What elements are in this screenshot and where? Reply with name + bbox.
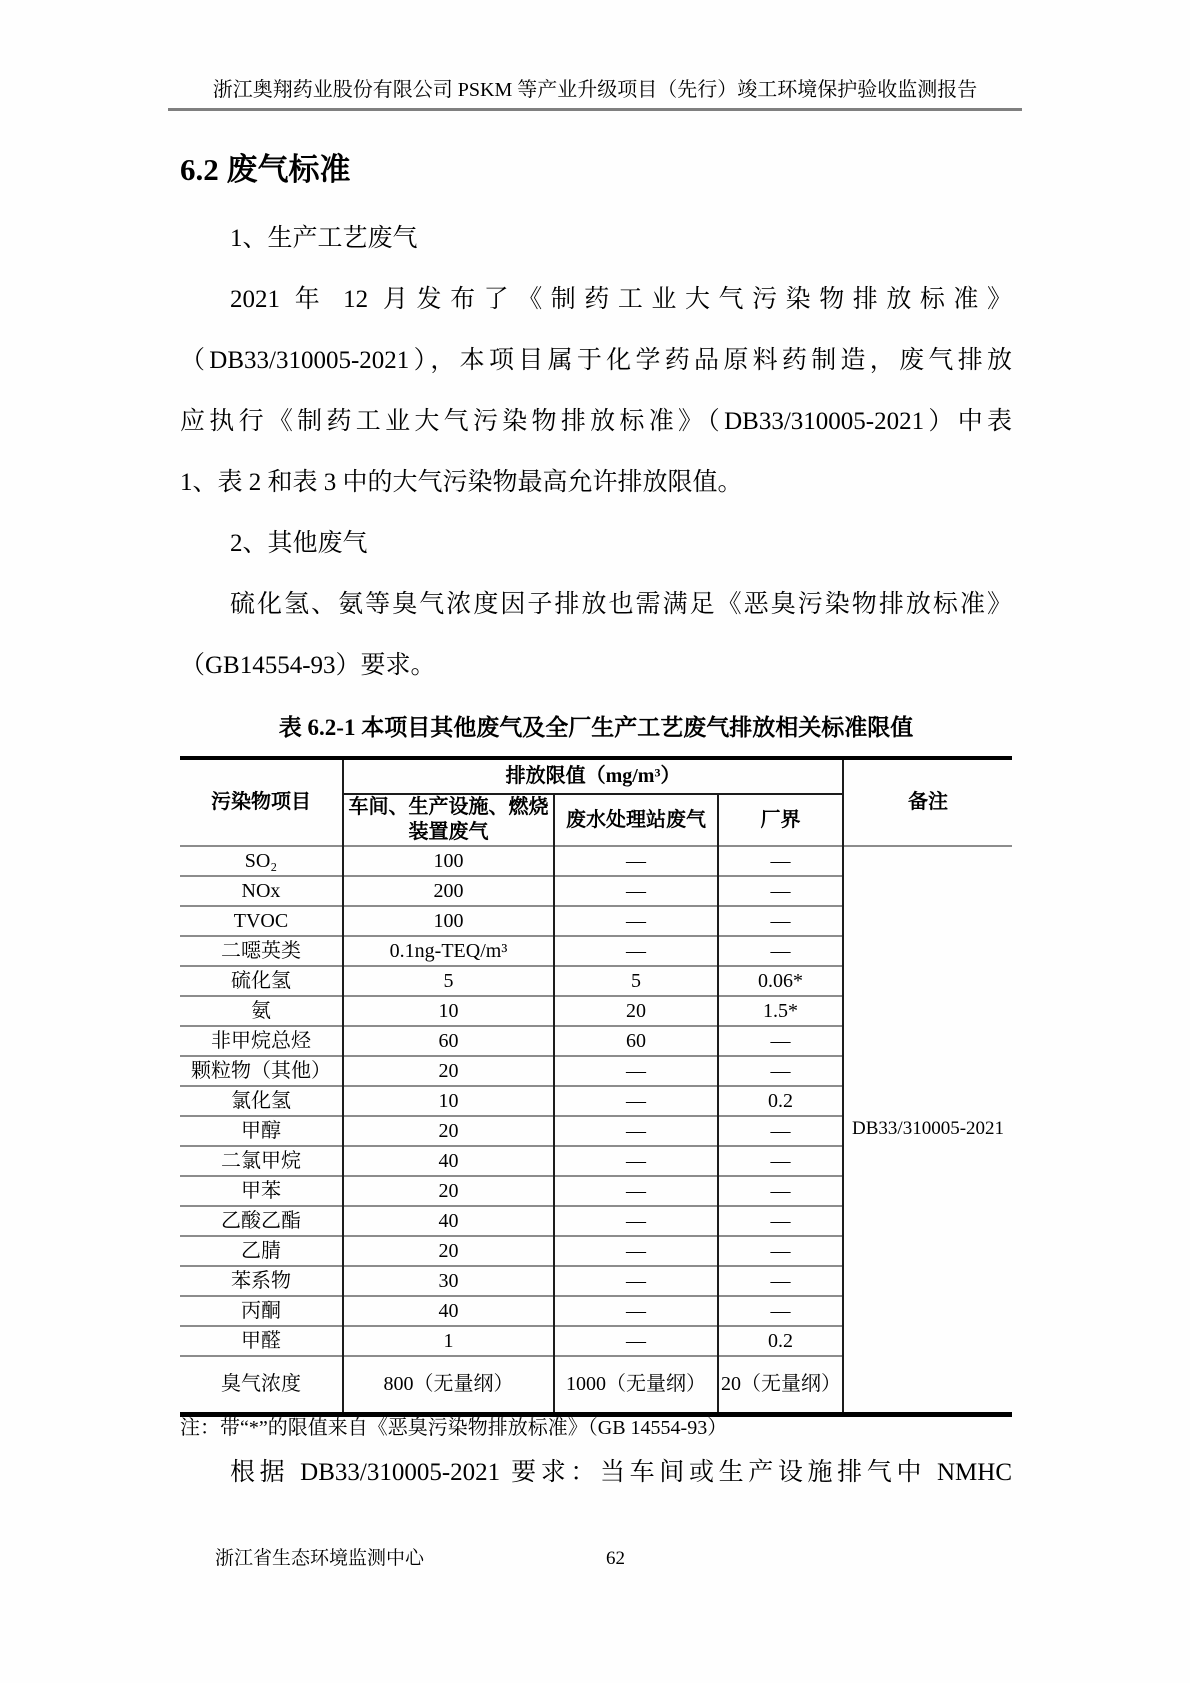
cell-wwtp: 1000（无量纲） (554, 1356, 718, 1414)
section-title: 6.2 废气标准 (180, 152, 351, 187)
col-header-wwtp: 废水处理站废气 (554, 794, 718, 846)
table-row (180, 846, 1012, 876)
cell-pollutant: NOx (180, 876, 343, 906)
paragraph2-line2: （GB14554-93）要求。 (180, 652, 436, 679)
cell-wwtp: — (554, 1206, 718, 1236)
col-header-limit-group: 排放限值（mg/m³） (343, 758, 843, 794)
cell-pollutant: 非甲烷总烃 (180, 1026, 343, 1056)
cell-remark-merged: DB33/310005-2021 (843, 846, 1012, 1414)
cell-wwtp: — (554, 1326, 718, 1356)
header-row-1 (180, 758, 1012, 794)
col-header-boundary: 厂界 (718, 794, 843, 846)
cell-pollutant: 氯化氢 (180, 1086, 343, 1116)
cell-boundary: 1.5* (718, 996, 843, 1026)
cell-workshop: 20 (343, 1236, 554, 1266)
cell-wwtp: — (554, 906, 718, 936)
col-header-pollutant: 污染物项目 (211, 791, 311, 813)
cell-pollutant: 苯系物 (180, 1266, 343, 1296)
cell-workshop: 40 (343, 1296, 554, 1326)
cell-boundary: — (718, 1146, 843, 1176)
cell-pollutant: 颗粒物（其他） (180, 1056, 343, 1086)
running-header-title: 浙江奥翔药业股份有限公司 PSKM 等产业升级项目（先行）竣工环境保护验收监测报告 (212, 79, 978, 101)
paragraph1-line3: 应执行《制药工业大气污染物排放标准》（DB33/310005-2021）中表 (180, 408, 1012, 435)
cell-pollutant: 硫化氢 (180, 966, 343, 996)
footer-page-number: 62 (606, 1548, 625, 1569)
cell-wwtp: 20 (554, 996, 718, 1026)
cell-workshop: 800（无量纲） (343, 1356, 554, 1414)
col-header-workshop: 车间、生产设施、燃烧装置废气 (343, 794, 554, 846)
closing-paragraph: 根据 DB33/310005-2021 要求：当车间或生产设施排气中 NMHC (230, 1459, 1012, 1486)
cell-workshop: 60 (343, 1026, 554, 1056)
paragraph1-line2: （DB33/310005-2021），本项目属于化学药品原料药制造，废气排放 (180, 347, 1012, 374)
cell-workshop: 40 (343, 1146, 554, 1176)
cell-boundary: — (718, 1236, 843, 1266)
cell-wwtp: 60 (554, 1026, 718, 1056)
cell-workshop: 20 (343, 1116, 554, 1146)
table-caption: 表 6.2-1 本项目其他废气及全厂生产工艺废气排放相关标准限值 (278, 715, 914, 740)
cell-boundary: — (718, 1056, 843, 1086)
cell-workshop: 10 (343, 996, 554, 1026)
cell-pollutant: 二噁英类 (180, 936, 343, 966)
cell-boundary: 20（无量纲） (718, 1356, 843, 1414)
cell-pollutant: 臭气浓度 (180, 1356, 343, 1414)
cell-pollutant: 甲苯 (180, 1176, 343, 1206)
table-body (180, 846, 1012, 1414)
cell-workshop: 200 (343, 876, 554, 906)
cell-wwtp: — (554, 1146, 718, 1176)
col-header-remark: 备注 (843, 758, 1012, 846)
cell-wwtp: — (554, 936, 718, 966)
cell-boundary: — (718, 1116, 843, 1146)
cell-workshop: 100 (343, 846, 554, 876)
cell-boundary: — (718, 936, 843, 966)
footer-organization: 浙江省生态环境监测中心 (215, 1548, 425, 1569)
cell-workshop: 20 (343, 1056, 554, 1086)
cell-wwtp: — (554, 1266, 718, 1296)
cell-pollutant: 甲醛 (180, 1326, 343, 1356)
cell-workshop: 5 (343, 966, 554, 996)
cell-boundary: — (718, 1176, 843, 1206)
cell-wwtp: — (554, 1296, 718, 1326)
cell-boundary: 0.2 (718, 1086, 843, 1116)
cell-pollutant: 丙酮 (180, 1296, 343, 1326)
table-note: 注：带“*”的限值来自《恶臭污染物排放标准》（GB 14554-93） (180, 1417, 728, 1439)
cell-pollutant: 二氯甲烷 (180, 1146, 343, 1176)
cell-pollutant: SO₂ (180, 846, 343, 876)
cell-boundary: — (718, 846, 843, 876)
cell-workshop: 40 (343, 1206, 554, 1236)
cell-workshop: 1 (343, 1326, 554, 1356)
paragraph1-line4: 1、表 2 和表 3 中的大气污染物最高允许排放限值。 (180, 469, 743, 496)
cell-wwtp: — (554, 1236, 718, 1266)
cell-pollutant: 甲醇 (180, 1116, 343, 1146)
cell-boundary: 0.06* (718, 966, 843, 996)
cell-workshop: 10 (343, 1086, 554, 1116)
cell-wwtp: — (554, 1056, 718, 1086)
list-item-1: 1、生产工艺废气 (230, 225, 418, 252)
cell-boundary: — (718, 906, 843, 936)
cell-pollutant: TVOC (180, 906, 343, 936)
body-text (180, 208, 1012, 696)
cell-workshop: 0.1ng-TEQ/m³ (343, 936, 554, 966)
standards-table (180, 756, 1012, 1417)
cell-wwtp: — (554, 1116, 718, 1146)
table-head (180, 758, 1012, 846)
running-header (168, 76, 1022, 111)
cell-workshop: 20 (343, 1176, 554, 1206)
cell-wwtp: — (554, 876, 718, 906)
cell-boundary: — (718, 1206, 843, 1236)
cell-wwtp: 5 (554, 966, 718, 996)
cell-wwtp: — (554, 1176, 718, 1206)
cell-boundary: 0.2 (718, 1326, 843, 1356)
cell-pollutant: 氨 (180, 996, 343, 1026)
list-item-2: 2、其他废气 (230, 530, 368, 557)
cell-boundary: — (718, 876, 843, 906)
cell-pollutant: 乙腈 (180, 1236, 343, 1266)
cell-pollutant: 乙酸乙酯 (180, 1206, 343, 1236)
cell-boundary: — (718, 1266, 843, 1296)
cell-wwtp: — (554, 846, 718, 876)
cell-wwtp: — (554, 1086, 718, 1116)
paragraph1-line1: 2021 年 12 月发布了《制药工业大气污染物排放标准》 (230, 286, 1012, 313)
cell-workshop: 100 (343, 906, 554, 936)
cell-boundary: — (718, 1026, 843, 1056)
cell-boundary: — (718, 1296, 843, 1326)
paragraph2-line1: 硫化氢、氨等臭气浓度因子排放也需满足《恶臭污染物排放标准》 (230, 591, 1012, 618)
cell-workshop: 30 (343, 1266, 554, 1296)
